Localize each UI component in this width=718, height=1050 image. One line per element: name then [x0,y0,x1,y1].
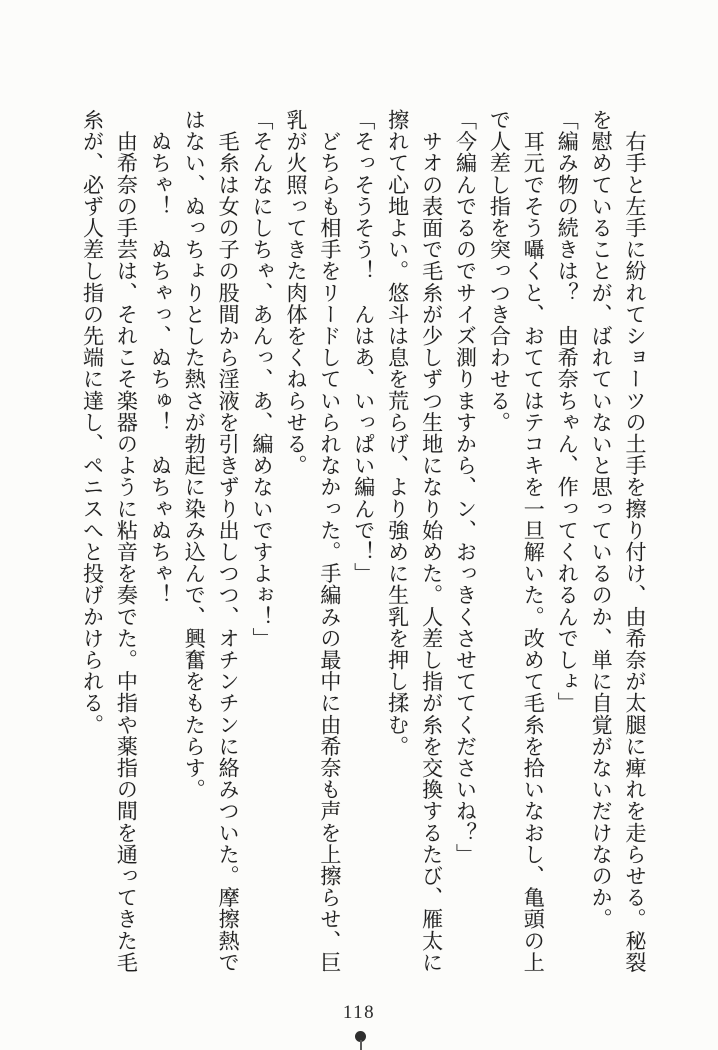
text-column: 毛糸は女の子の股間から淫液を引きずり出しつつ、オチンチンに絡みついた。摩擦熱で [216,109,241,973]
text-column: ぬちゃ！ ぬちゃっ、ぬちゅ！ ぬちゃぬちゃ！ [148,109,173,606]
binding-stem-line [360,1040,362,1050]
text-column: サオの表面で毛糸が少しずつ生地になり始めた。人差し指が糸を交換するたび、雁太に [419,109,444,973]
page-number: 118 [342,1002,376,1023]
text-column: 「今編んでるのでサイズ測りますから、ン、おっきくさせててくださいね？」 [453,109,478,865]
text-column: 由希奈の手芸は、それこそ楽器のように粘音を奏でた。中指や薬指の間を通ってきた毛 [114,109,139,973]
text-column: 耳元でそう囁くと、おててはテコキを一旦解いた。改めて毛糸を拾いなおし、亀頭の上 [521,109,546,973]
text-column: 「そんなにしちゃ、あんっ、あ、編めないですよぉ！」 [250,109,275,649]
text-column: で人差し指を突っつき合わせる。 [487,109,512,433]
text-column: どちらも相手をリードしていられなかった。手編みの最中に由希奈も声を上擦らせ、巨 [317,109,342,973]
text-column: はない、ぬっちょりとした熱さが勃起に染み込んで、興奮をもたらす。 [182,109,207,801]
text-column: 糸が、必ず人差し指の先端に達し、ペニスへと投げかけられる。 [80,109,105,736]
text-column: 右手と左手に紛れてショーツの土手を擦り付け、由希奈が太腿に痺れを走らせる。秘裂 [623,109,647,973]
text-column: 擦れて心地よい。悠斗は息を荒らげ、より強めに生乳を押し揉む。 [385,109,410,757]
binding-mark-icon [355,1031,367,1050]
text-column: 乳が火照ってきた肉体をくねらせる。 [283,109,308,477]
text-column: 「そっそうそう！ んはあ、いっぱい編んで！」 [351,109,376,585]
text-block [75,109,651,981]
text-column: を慰めていることが、ばれていないと思っているのか、単に自覚がないだけなのか。 [589,109,614,930]
text-column: 「編み物の続きは？ 由希奈ちゃん、作ってくれるんでしょ」 [555,109,580,714]
